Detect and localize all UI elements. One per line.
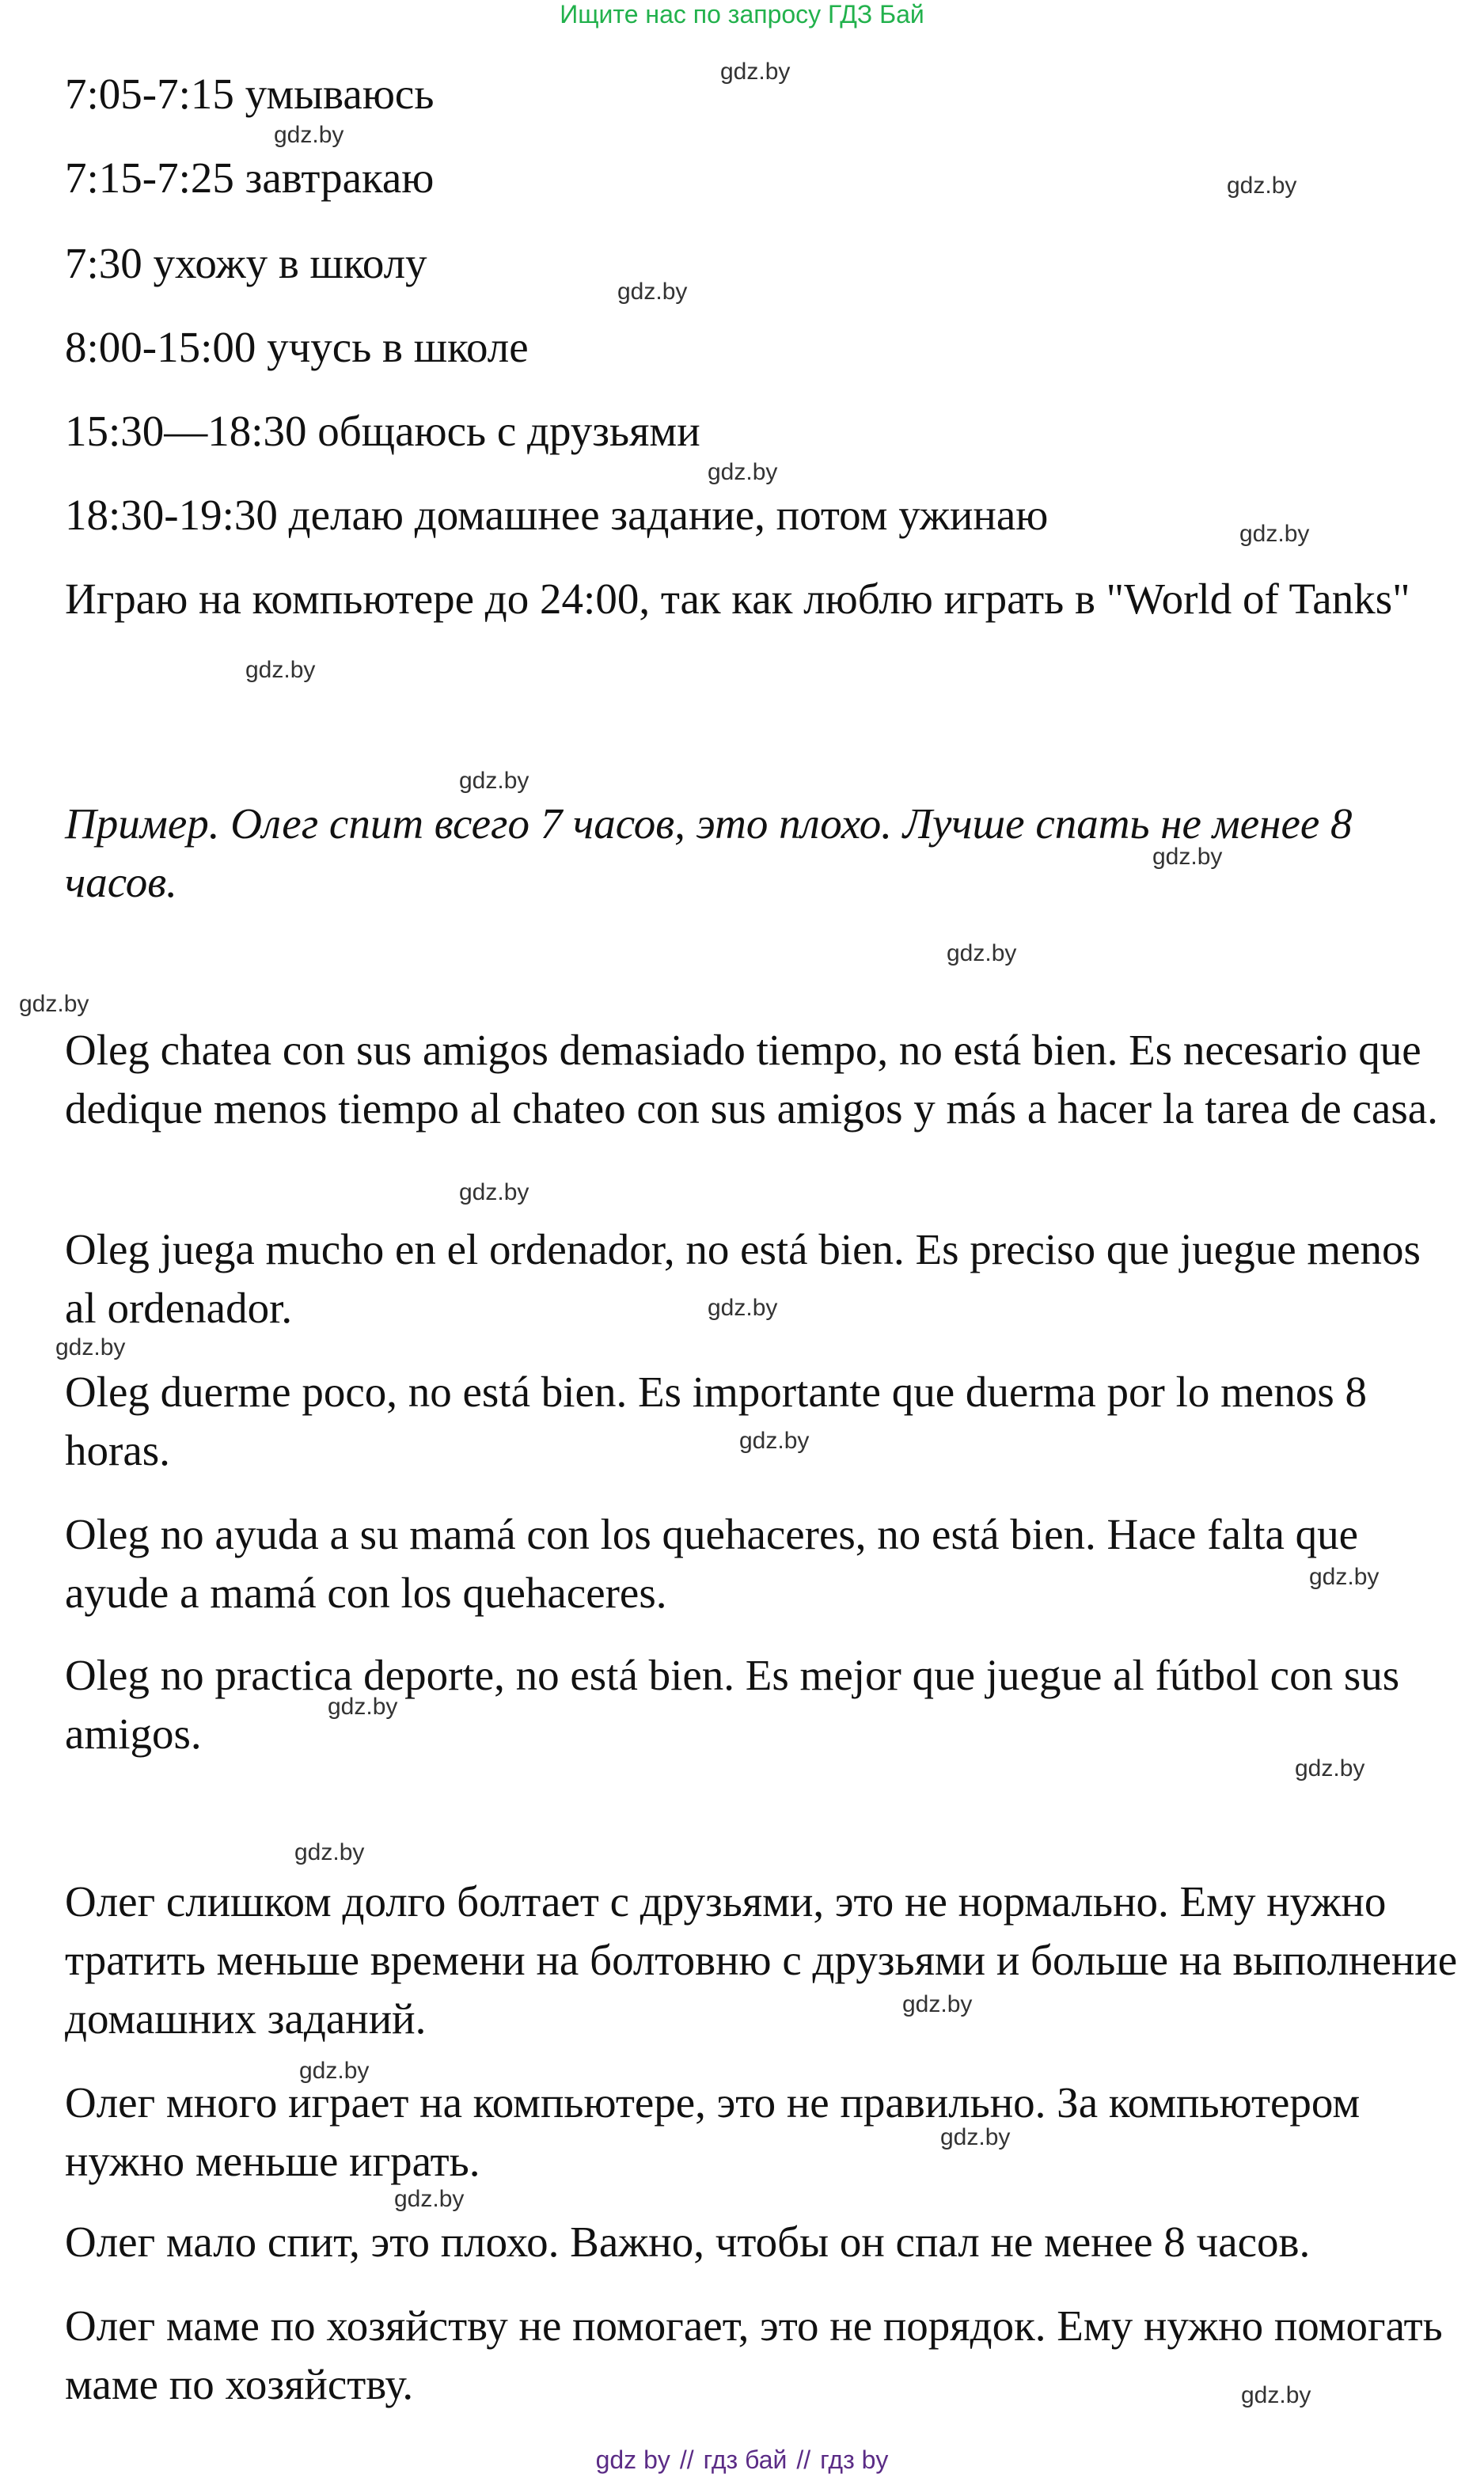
watermark: gdz.by: [19, 991, 89, 1017]
footer-link-2[interactable]: гдз бай: [703, 2446, 788, 2474]
footer-separator: //: [796, 2446, 811, 2474]
watermark: gdz.by: [459, 768, 529, 794]
watermark: gdz.by: [720, 59, 791, 85]
computer-note: Играю на компьютере до 24:00, так как люблю играть в "World of Tanks": [65, 575, 1410, 623]
watermark: gdz.by: [947, 940, 1017, 966]
watermark: gdz.by: [1295, 1755, 1365, 1782]
watermark: gdz.by: [1239, 521, 1310, 547]
watermark: gdz.by: [328, 1694, 398, 1720]
watermark: gdz.by: [459, 1179, 529, 1205]
watermark: gdz.by: [394, 2186, 465, 2212]
watermark: gdz.by: [294, 1839, 365, 1865]
footer-separator: //: [679, 2446, 694, 2474]
russian-paragraph-4: Олег маме по хозяйству не помогает, это не порядок. Ему нужно помогать маме по хозяйству.: [65, 2301, 1443, 2408]
spanish-paragraph-1: Oleg chatea con sus amigos demasiado tiempo, no está bien. Es necesario que dedique menos tiempo al chateo con sus amigos y más a hacer la tarea de casa.: [65, 1026, 1438, 1133]
watermark: gdz.by: [299, 2058, 370, 2084]
watermark: gdz.by: [940, 2124, 1011, 2150]
russian-paragraph-3: Олег мало спит, это плохо. Важно, чтобы он спал не менее 8 часов.: [65, 2218, 1311, 2266]
schedule-line-4: 8:00-15:00 учусь в школе: [65, 323, 529, 371]
footer-links: [0, 2446, 1484, 2474]
russian-paragraph-1: Олег слишком долго болтает с друзьями, это не нормально. Ему нужно тратить меньше времени на болтовню с друзьями и больше на выполнение домашних заданий.: [65, 1877, 1458, 2043]
spanish-paragraph-2: Oleg juega mucho en el ordenador, no está bien. Es preciso que juegue menos al ordenador.: [65, 1225, 1421, 1332]
watermark: gdz.by: [617, 279, 688, 305]
schedule-line-1: 7:05-7:15 умываюсь: [65, 70, 435, 118]
watermark: gdz.by: [902, 1991, 973, 2017]
top-banner[interactable]: Ищите нас по запросу ГДЗ Бай: [560, 0, 924, 28]
spanish-paragraph-4: Oleg no ayuda a su mamá con los quehaceres, no está bien. Hace falta que ayude a mamá con los quehaceres.: [65, 1510, 1359, 1617]
watermark: gdz.by: [245, 657, 316, 683]
watermark: gdz.by: [1227, 173, 1297, 199]
spanish-paragraph-3: Oleg duerme poco, no está bien. Es importante que duerma por lo menos 8 horas.: [65, 1368, 1367, 1474]
footer-link-1[interactable]: gdz by: [595, 2446, 670, 2474]
schedule-line-2: 7:15-7:25 завтракаю: [65, 154, 435, 202]
schedule-line-6: 18:30-19:30 делаю домашнее задание, потом ужинаю: [65, 491, 1049, 539]
example-paragraph: Пример. Олег спит всего 7 часов, это плохо. Лучше спать не менее 8 часов.: [65, 799, 1353, 906]
watermark: gdz.by: [1309, 1564, 1380, 1590]
watermark: gdz.by: [55, 1334, 126, 1360]
schedule-line-3: 7:30 ухожу в школу: [65, 239, 427, 287]
watermark: gdz.by: [274, 122, 344, 148]
footer-link-3[interactable]: гдз by: [820, 2446, 889, 2474]
russian-paragraph-2: Олег много играет на компьютере, это не правильно. За компьютером нужно меньше играть.: [65, 2078, 1361, 2185]
watermark: gdz.by: [708, 1295, 778, 1321]
watermark: gdz.by: [739, 1428, 810, 1454]
schedule-line-5: 15:30—18:30 общаюсь с друзьями: [65, 407, 700, 455]
spanish-paragraph-5: Oleg no practica deporte, no está bien. Es mejor que juegue al fútbol con sus amigos.: [65, 1651, 1400, 1758]
watermark: gdz.by: [1152, 844, 1223, 870]
watermark: gdz.by: [1241, 2382, 1311, 2408]
watermark: gdz.by: [708, 459, 778, 485]
